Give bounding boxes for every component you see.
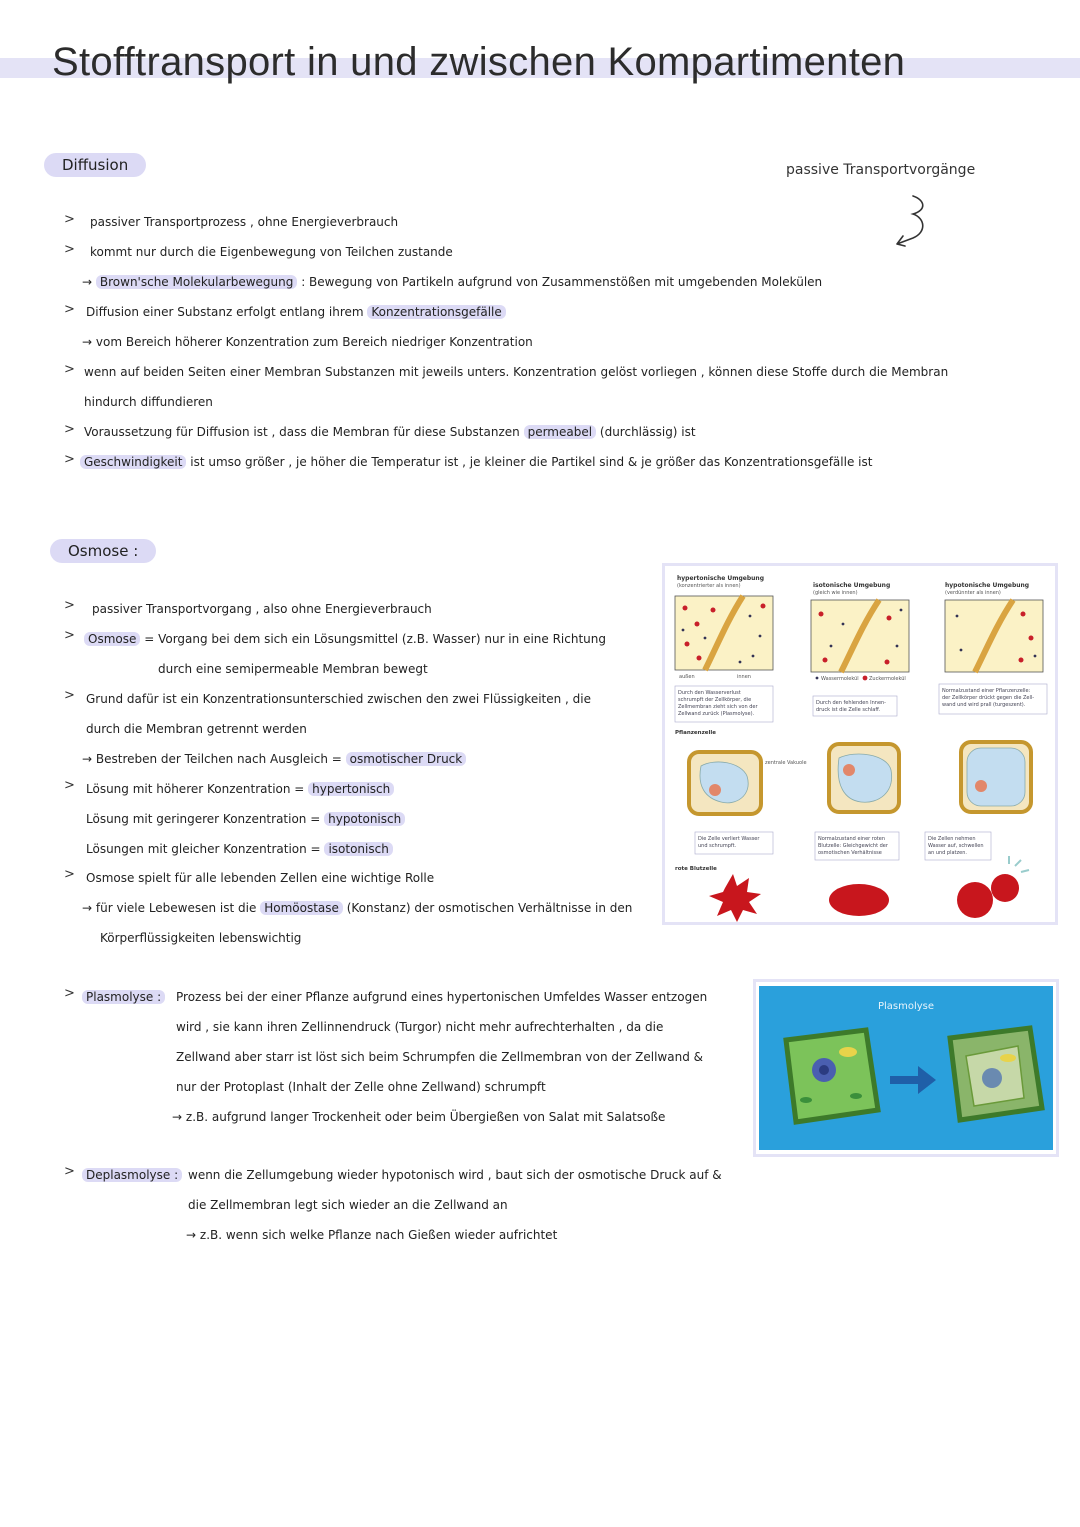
red-blood-cell-normal [829,884,889,916]
osmose-line: Körperflüssigkeiten lebenswichtig [100,931,302,945]
page-title: Stofftransport in und zwischen Kompartimenten [52,40,906,84]
osmose-line: passiver Transportvorgang , also ohne Energieverbrauch [92,602,432,616]
bullet-icon: > [64,778,75,793]
arrow-icon: → [82,752,93,766]
arrow-icon: → [172,1110,183,1124]
osmose-line: Osmose spielt für alle lebenden Zellen eine wichtige Rolle [86,871,435,885]
plant-cell-plasmolysed [689,752,761,814]
bullet-icon: > [64,362,75,377]
osmose-line: Lösung mit geringerer Konzentration = hypotonisch [86,812,405,826]
osmose-diagram [665,566,1055,922]
diffusion-line: kommt nur durch die Eigenbewegung von Teilchen zustande [90,245,453,259]
osmose-line: Lösungen mit gleicher Konzentration = isotonisch [86,842,393,856]
diffusion-line: passiver Transportprozess , ohne Energieverbrauch [90,215,399,229]
svg-text:innen: innen [737,674,751,680]
bullet-icon: > [64,452,75,467]
osmose-line: Lösung mit höherer Konzentration = hypertonisch [86,782,394,796]
plasmolyse-label: Plasmolyse : [82,990,165,1004]
red-blood-cell-shrunken [709,874,761,922]
osmose-line: → Bestreben der Teilchen nach Ausgleich = osmotischer Druck [82,752,466,766]
bullet-icon: > [64,867,75,882]
diffusion-line: → Brown'sche Molekularbewegung : Bewegung von Partikeln aufgrund von Zusammenstößen mit umgebenden Molekülen [82,275,823,289]
svg-text:hypotonische Umgebung: hypotonische Umgebung [945,582,1030,589]
diffusion-line: hindurch diffundieren [84,395,213,409]
highlight-term: isotonisch [324,842,392,856]
svg-text:Wassermolekül: Wassermolekül [821,676,859,682]
diffusion-line: Voraussetzung für Diffusion ist , dass die Membran für diese Substanzen permeabel (durchlässig) ist [84,425,696,439]
red-blood-cell-burst [957,856,1029,918]
arrow-icon: → [82,275,93,289]
deplasmolyse-label: Deplasmolyse : [82,1168,182,1182]
membrane-square-hypotonic [945,600,1043,672]
plant-cell-normal [786,1030,878,1122]
plant-cell-turgid [961,742,1031,812]
osmose-line: durch die Membran getrennt werden [86,722,307,736]
bullet-icon: > [64,986,75,1001]
svg-text:Plasmolyse: Plasmolyse [877,1001,935,1012]
diffusion-line: Geschwindigkeit ist umso größer , je höher die Temperatur ist , je kleiner die Partikel sind & je größer das Konzentrationsgefälle ist [80,455,872,469]
bullet-icon: > [64,212,75,227]
curly-arrow-icon [895,192,935,252]
plasmolyse-line: → z.B. aufgrund langer Trockenheit oder beim Übergießen von Salat mit Salatsoße [172,1110,666,1124]
highlight-term: Konzentrationsgefälle [367,305,505,319]
deplasmolyse-line: wenn die Zellumgebung wieder hypotonisch wird , baut sich der osmotische Druck auf & [188,1168,722,1182]
osmose-line: durch eine semipermeable Membran bewegt [158,662,428,676]
info-box-5: Normalzustand einer roten Blutzelle: Gleichgewicht der osmotischen Verhältnisse [818,836,888,856]
plasmolyse-figure [753,979,1059,1157]
osmose-line: Grund dafür ist ein Konzentrationsunterschied zwischen den zwei Flüssigkeiten , die [86,692,592,706]
plasmolyse-diagram [756,982,1056,1154]
svg-text:rote Blutzelle: rote Blutzelle [675,866,717,872]
plant-cell-plasmolysed [950,1028,1042,1120]
bullet-icon: > [64,302,75,317]
info-box-1: Durch den Wasserverlust schrumpft der Zellkörper, die Zellmembran zieht sich von der Zellwand zurück (Plasmolyse). [678,690,758,717]
highlight-term: permeabel [524,425,596,439]
diffusion-line: wenn auf beiden Seiten einer Membran Substanzen mit jeweils unters. Konzentration gelöst vorliegen , können diese Stoffe durch die Membran [84,365,949,379]
highlight-term: Brown'sche Molekularbewegung [96,275,297,289]
osmose-figure [662,563,1058,925]
side-note: passive Transportvorgänge [786,162,976,178]
highlight-term: hypertonisch [308,782,394,796]
bullet-icon: > [64,242,75,257]
membrane-square-isotonic [811,600,909,672]
svg-text:(verdünnter als innen): (verdünnter als innen) [945,590,1001,596]
plasmolyse-line: nur der Protoplast (Inhalt der Zelle ohne Zellwand) schrumpft [176,1080,546,1094]
diffusion-line: Diffusion einer Substanz erfolgt entlang ihrem Konzentrationsgefälle [86,305,506,319]
svg-text:außen: außen [679,674,695,680]
highlight-term: Geschwindigkeit [80,455,186,469]
highlight-term: Osmose [84,632,140,646]
info-box-4: Die Zelle verliert Wasser und schrumpft. [698,836,760,849]
svg-text:Pflanzenzelle: Pflanzenzelle [675,730,717,736]
info-box-3: Normalzustand einer Pflanzenzelle: der Zellkörper drückt gegen die Zell- wand und wird prall (turgeszent). [942,688,1035,708]
bullet-icon: > [64,598,75,613]
svg-text:(gleich wie innen): (gleich wie innen) [813,590,858,596]
highlight-term: hypotonisch [324,812,405,826]
osmose-heading: Osmose : [50,539,156,563]
info-box-2: Durch den fehlenden Innen- druck ist die Zelle schlaff. [816,700,886,713]
svg-text:hypertonische Umgebung: hypertonische Umgebung [677,575,765,582]
svg-text:Zuckermolekül: Zuckermolekül [869,676,906,682]
deplasmolyse-line: die Zellmembran legt sich wieder an die Zellwand an [188,1198,508,1212]
osmose-line: Osmose = Vorgang bei dem sich ein Lösungsmittel (z.B. Wasser) nur in eine Richtung [84,632,606,646]
membrane-square-hypertonic [675,596,773,670]
plant-cell-flaccid [829,744,899,812]
info-box-6: Die Zellen nehmen Wasser auf, schwellen an und platzen. [928,836,984,856]
diffusion-line: → vom Bereich höherer Konzentration zum Bereich niedriger Konzentration [82,335,533,349]
arrow-icon: → [82,335,93,349]
osmose-line: → für viele Lebewesen ist die Homöostase (Konstanz) der osmotischen Verhältnisse in den [82,901,633,915]
highlight-term: Homöostase [260,901,343,915]
svg-text:(konzentrierter als innen): (konzentrierter als innen) [677,583,741,589]
plasmolyse-line: wird , sie kann ihren Zellinnendruck (Turgor) nicht mehr aufrechterhalten , da die [176,1020,664,1034]
plasmolyse-line: Zellwand aber starr ist löst sich beim Schrumpfen die Zellmembran von der Zellwand & [176,1050,703,1064]
bullet-icon: > [64,688,75,703]
arrow-icon: → [186,1228,197,1242]
highlight-term: osmotischer Druck [346,752,467,766]
bullet-icon: > [64,628,75,643]
plasmolyse-line: Prozess bei der einer Pflanze aufgrund eines hypertonischen Umfeldes Wasser entzogen [176,990,708,1004]
deplasmolyse-line: → z.B. wenn sich welke Pflanze nach Gießen wieder aufrichtet [186,1228,558,1242]
svg-text:zentrale Vakuole: zentrale Vakuole [765,760,807,766]
bullet-icon: > [64,422,75,437]
diffusion-heading: Diffusion [44,153,146,177]
bullet-icon: > [64,1164,75,1179]
arrow-icon: → [82,901,93,915]
svg-text:isotonische Umgebung: isotonische Umgebung [813,582,891,589]
